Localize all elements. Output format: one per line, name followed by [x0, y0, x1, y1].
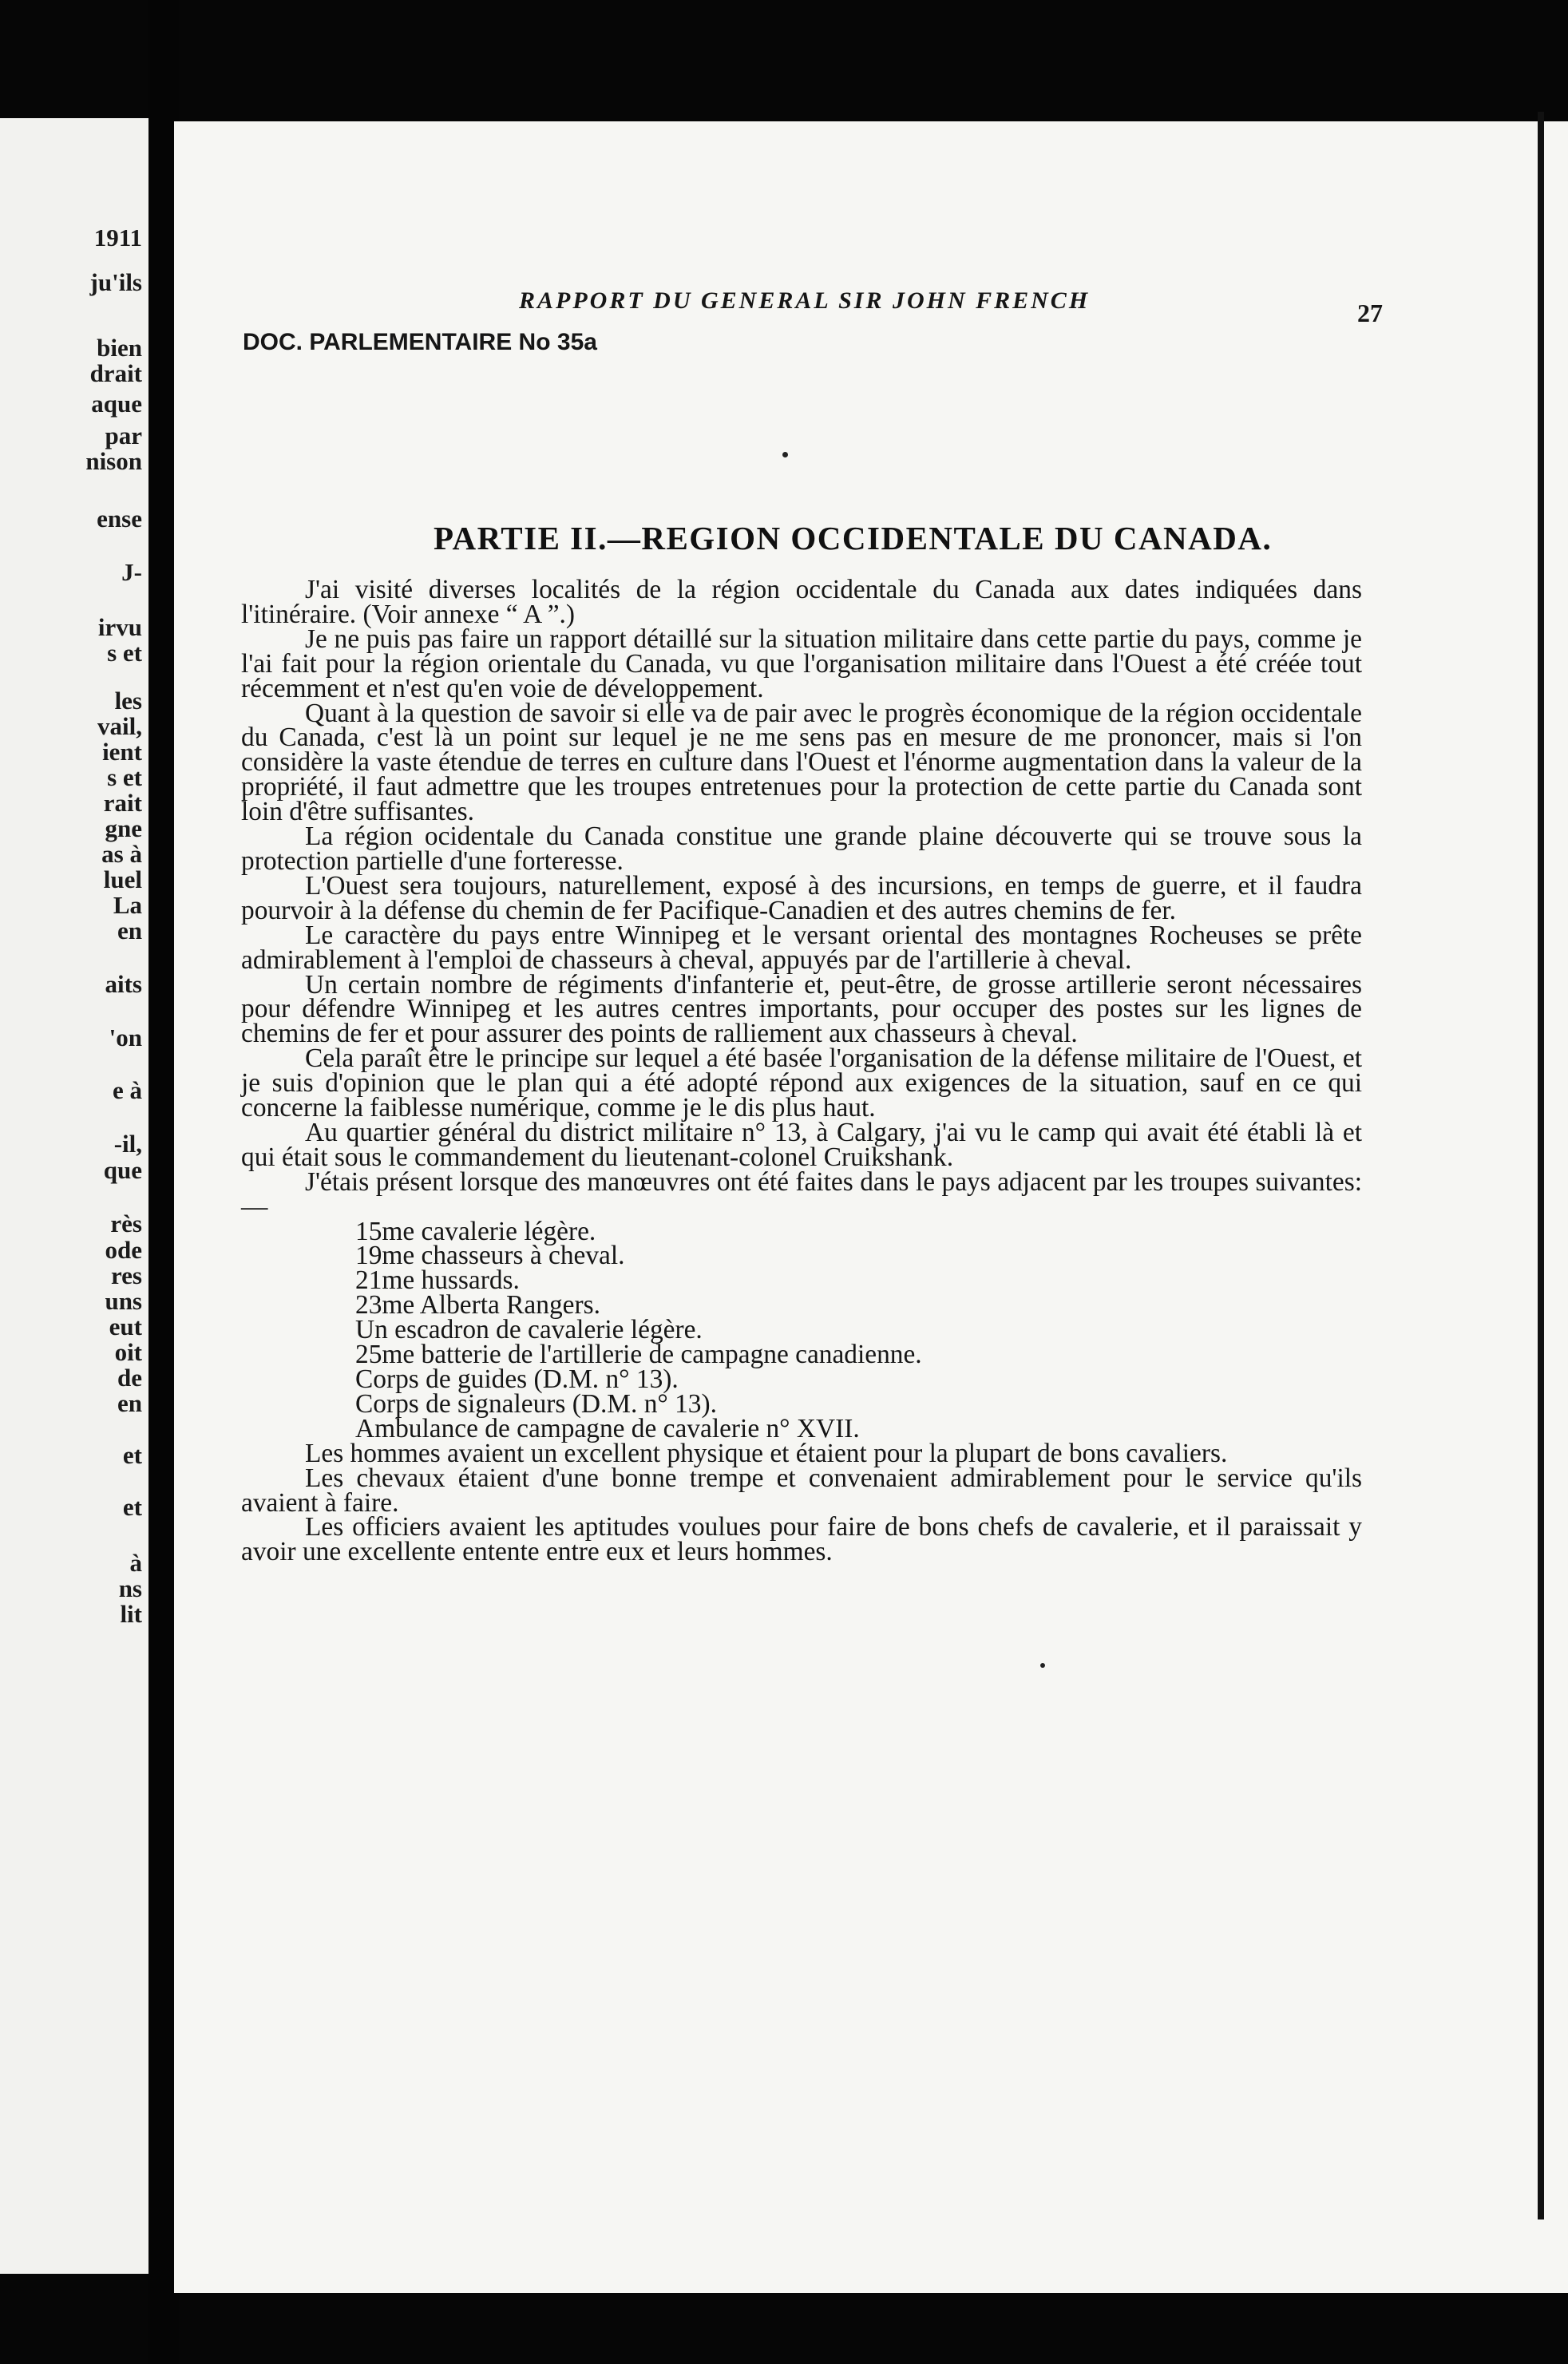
body-text — [241, 575, 1362, 1567]
paragraph: Les chevaux étaient d'une bonne trempe et convenaient admirablement pour le service qu'ils avaient à faire. — [241, 1463, 1362, 1518]
left-page-text-fragment: ju'ils — [89, 268, 142, 296]
left-page-fragment — [0, 118, 148, 2274]
paragraph: Quant à la question de savoir si elle va de pair avec le progrès économique de la région occidentale du Canada, c'est là un point sur lequel je ne me sens pas en mesure de me prononcer, mais si l'on considère la vaste étendue de terres en culture dans l'Ouest et l'énorme augmentation dans la valeur de la propriété, il faut admettre que les troupes entretenues pour la protection de cette partie du Canada sont loin d'être suffisantes. — [241, 698, 1362, 827]
left-page-text-fragment: La — [113, 891, 142, 919]
paragraph: J'ai visité diverses localités de la région occidentale du Canada aux dates indiquées dans l'itinéraire. (Voir annexe “ A ”.) — [241, 575, 1362, 629]
left-page-text-fragment: par — [105, 422, 142, 449]
left-page-text-fragment: J- — [121, 558, 142, 586]
page-edge — [1538, 112, 1544, 2219]
left-page-text-fragment: lit — [120, 1600, 142, 1628]
paragraph: Les officiers avaient les aptitudes voulues pour faire de bons chefs de cavalerie, et il paraissait y avoir une excellente entente entre eux et leurs hommes. — [241, 1512, 1362, 1567]
left-page-text-fragment: ode — [105, 1236, 142, 1264]
right-page — [174, 121, 1568, 2293]
left-page-text-fragment: s et — [107, 763, 142, 791]
paragraph: Les hommes avaient un excellent physique et étaient pour la plupart de bons cavaliers. — [305, 1438, 1228, 1468]
left-page-text-fragment: ient — [102, 738, 142, 766]
left-page-text-fragment: 1911 — [93, 224, 142, 251]
troop-list-item: 15me cavalerie légère. — [355, 1216, 596, 1246]
running-title: RAPPORT DU GENERAL SIR JOHN FRENCH — [519, 287, 1091, 314]
troop-list-item: 23me Alberta Rangers. — [355, 1290, 600, 1321]
troop-list-item: 19me chasseurs à cheval. — [355, 1241, 625, 1271]
left-page-text-fragment: les — [114, 687, 142, 715]
troop-list-item: Ambulance de campagne de cavalerie n° XVII. — [355, 1413, 860, 1443]
paragraph: Le caractère du pays entre Winnipeg et le versant oriental des montagnes Rocheuses se prête admirablement à l'emploi de chasseurs à cheval, appuyés par de l'artillerie à cheval. — [241, 920, 1362, 975]
left-page-text-fragment: aits — [105, 970, 142, 998]
troop-list-item: 25me batterie de l'artillerie de campagne canadienne. — [355, 1340, 922, 1370]
left-page-text-fragment: que — [103, 1156, 142, 1184]
left-page-text-fragment: ns — [118, 1574, 142, 1602]
page-number: 27 — [1357, 299, 1383, 327]
dust-speck — [1040, 1663, 1045, 1668]
paragraph: L'Ouest sera toujours, naturellement, exposé à des incursions, en temps de guerre, et il faudra pourvoir à la défense du chemin de fer Pacifique-Canadien et des autres chemins de fer. — [241, 870, 1362, 925]
left-page-text-fragment: en — [117, 917, 142, 944]
left-page-text-fragment: et — [122, 1441, 142, 1469]
troop-list-item: Corps de signaleurs (D.M. n° 13). — [355, 1388, 717, 1419]
left-page-text-fragment: en — [117, 1389, 142, 1417]
left-page-text-fragment: à — [129, 1549, 142, 1577]
left-page-text-fragment: gne — [105, 814, 142, 842]
left-page-text-fragment: vail, — [97, 712, 142, 740]
left-page-text-fragment: de — [117, 1364, 142, 1392]
left-page-text-fragment: bien — [97, 334, 142, 362]
left-page-text-fragment: aque — [91, 390, 142, 418]
paragraph: Au quartier général du district militaire n° 13, à Calgary, j'ai vu le camp qui avait été établi là et qui était sous le commandement du lieutenant-colonel Cruikshank. — [241, 1117, 1362, 1172]
left-page-text-fragment: et — [122, 1493, 142, 1521]
dust-speck — [782, 452, 788, 457]
paragraph: La région ocidentale du Canada constitue une grande plaine découverte qui se trouve sous la protection partielle d'une forteresse. — [241, 822, 1362, 876]
paragraph: Un certain nombre de régiments d'infanterie et, peut-être, de grosse artillerie seront nécessaires pour défendre Winnipeg et les autres centres importants, pour occuper des postes sur les lignes de chemins de fer et pour assurer des points de ralliement aux chasseurs à cheval. — [241, 969, 1362, 1049]
left-page-text-fragment: nison — [85, 447, 142, 475]
paragraph: J'étais présent lorsque des manœuvres ont été faites dans le pays adjacent par les troupes suivantes:— — [241, 1166, 1362, 1222]
left-page-text-fragment: uns — [105, 1287, 142, 1315]
left-page-text-fragment: rès — [110, 1210, 142, 1237]
page-title: PARTIE II.—REGION OCCIDENTALE DU CANADA. — [434, 520, 1273, 556]
troop-list-item: Corps de guides (D.M. n° 13). — [355, 1364, 679, 1394]
left-page-text-fragment: irvu — [97, 613, 142, 641]
left-page-text-fragment: luel — [103, 865, 142, 893]
left-page-text-fragment: e à — [112, 1076, 142, 1104]
paragraph: Je ne puis pas faire un rapport détaillé sur la situation militaire dans cette partie du pays, comme je l'ai fait pour la région orientale du Canada, vu que l'organisation militaire dans l'Ouest a été créée tout récemment et n'est qu'en voie de développement. — [241, 624, 1362, 703]
left-page-text-fragment: rait — [103, 789, 142, 817]
left-page-text-fragment: res — [110, 1261, 142, 1289]
doc-label: DOC. PARLEMENTAIRE No 35a — [243, 329, 597, 355]
left-page-text-fragment: drait — [89, 359, 142, 387]
left-page-text-fragment: as à — [101, 840, 142, 868]
left-page-text-fragment: s et — [107, 639, 142, 667]
paragraph: Cela paraît être le principe sur lequel a été basée l'organisation de la défense militaire de l'Ouest, et je suis d'opinion que le plan qui a été adopté répond aux exigences de la situation, sauf en ce qui concerne la faiblesse numérique, comme je le dis plus haut. — [241, 1043, 1362, 1123]
left-page-text-fragment: -il, — [113, 1130, 142, 1158]
troop-list-item: 21me hussards. — [355, 1265, 520, 1296]
left-page-text-fragment: oit — [114, 1338, 142, 1366]
troop-list-item: Un escadron de cavalerie légère. — [355, 1315, 703, 1345]
troop-list — [241, 1216, 1362, 1443]
left-page-text-fragment: eut — [109, 1313, 142, 1340]
left-page-text-fragment: 'on — [109, 1024, 142, 1051]
left-page-text-fragment: ense — [97, 505, 142, 533]
